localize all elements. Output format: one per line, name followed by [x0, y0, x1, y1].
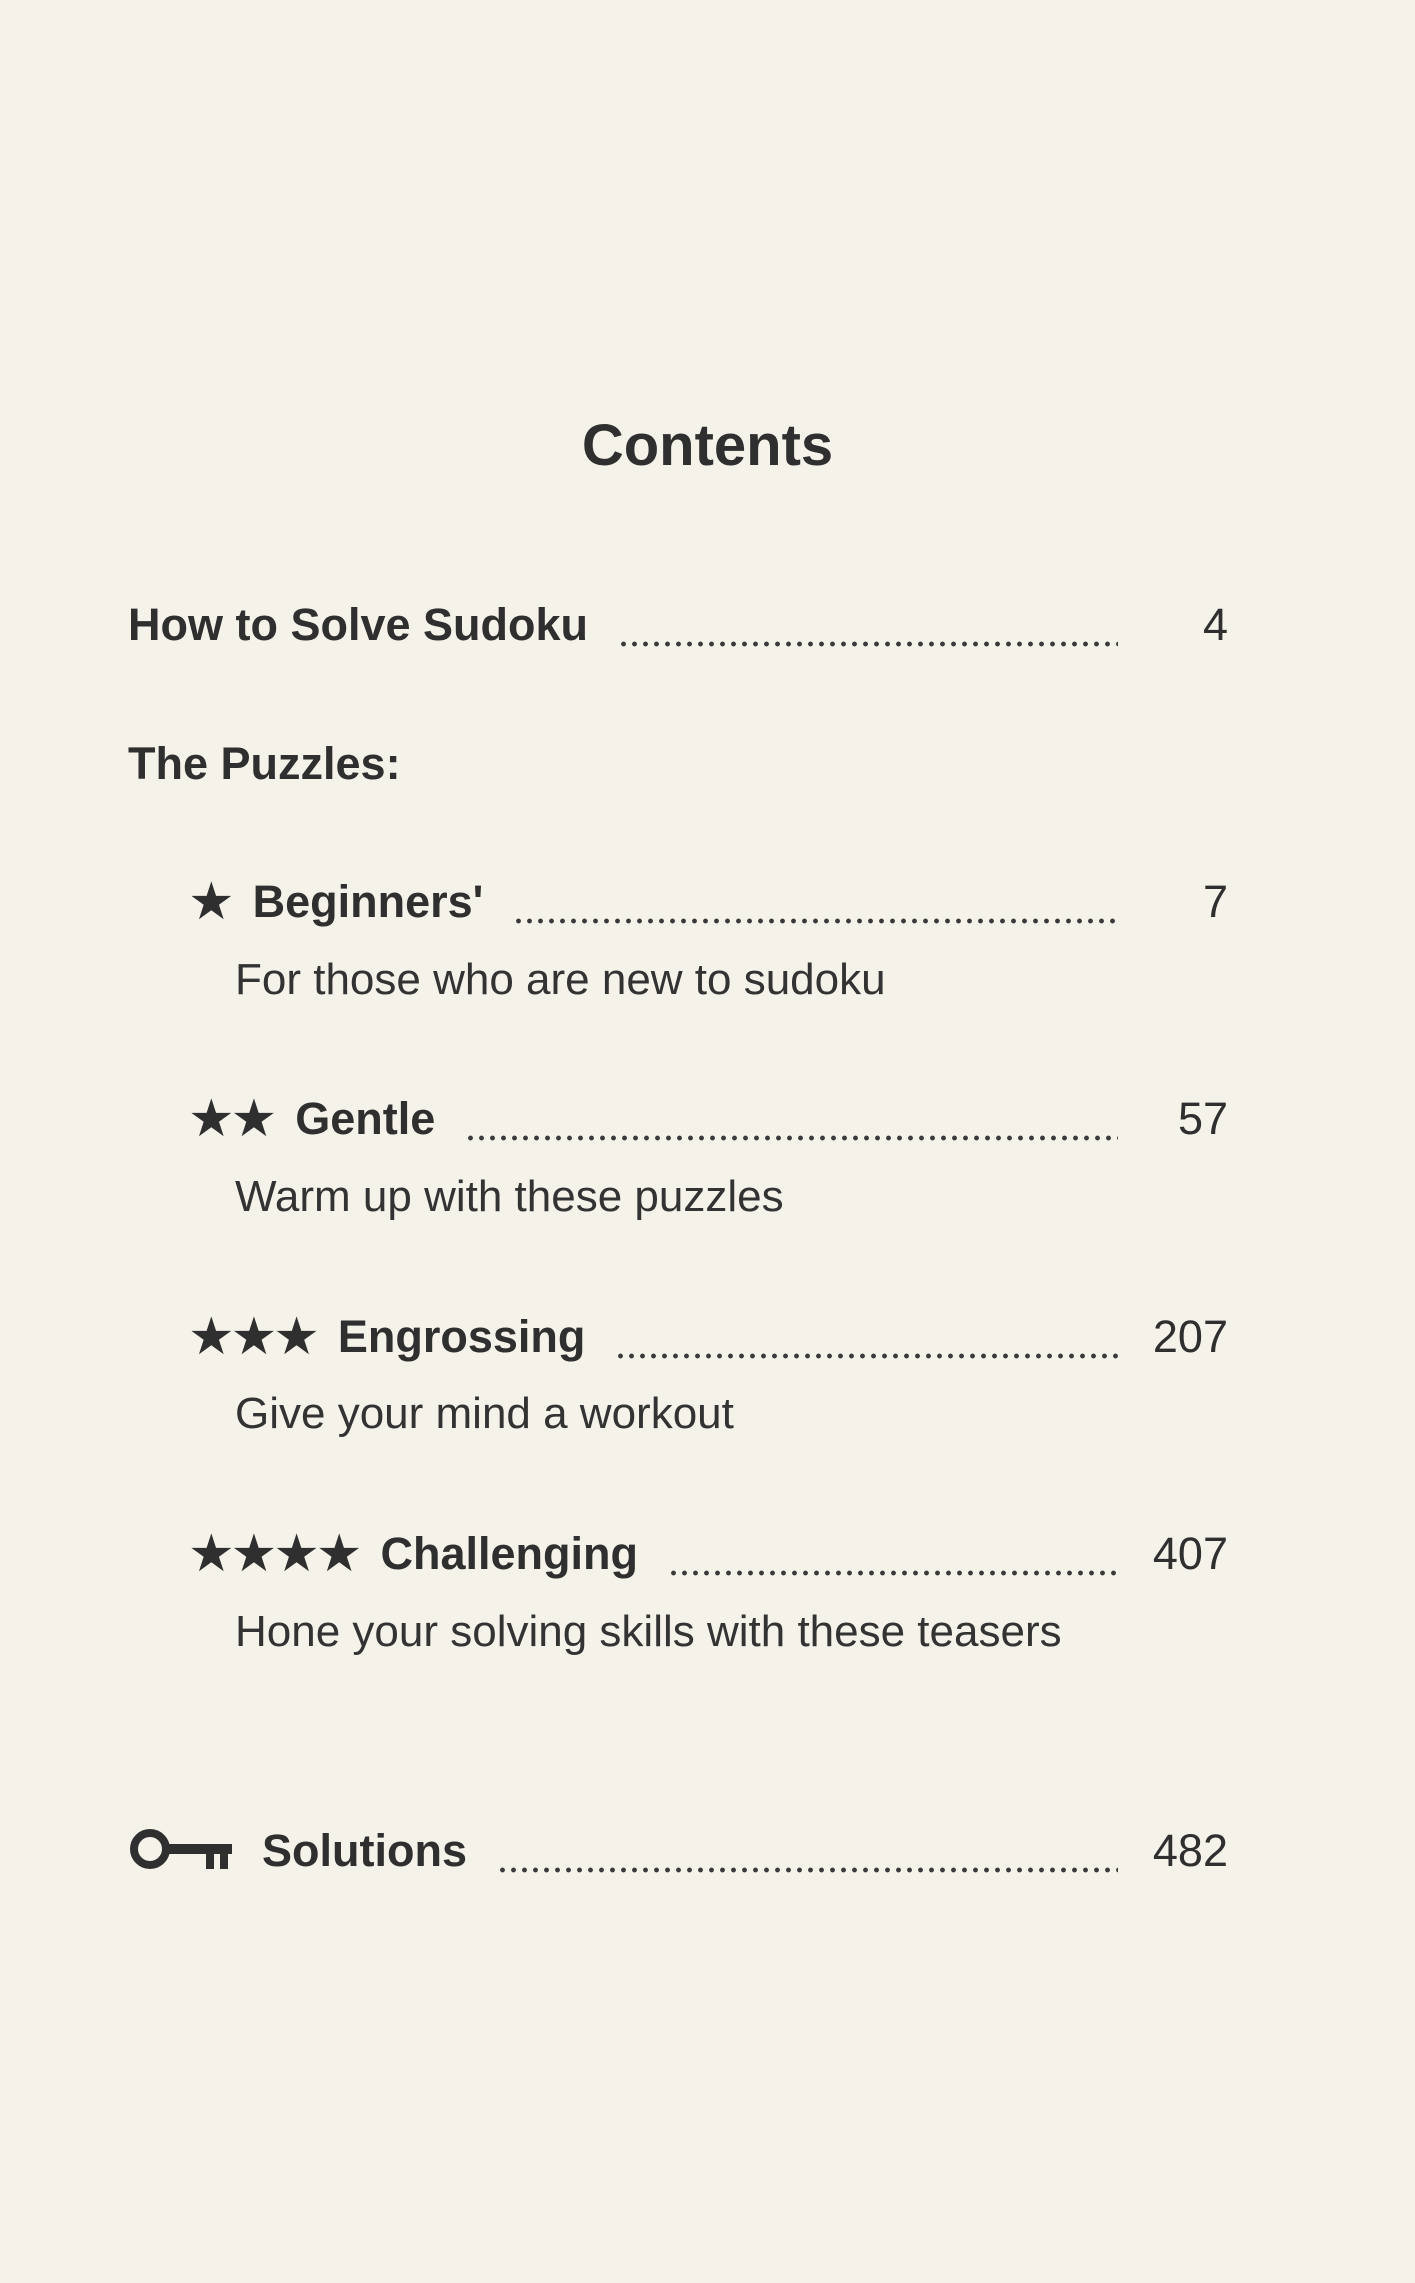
puzzles-heading: The Puzzles: [128, 738, 401, 789]
toc-entry-how-to[interactable] [128, 590, 1228, 660]
toc-page-number: 482 [1152, 1825, 1228, 1876]
toc-entry-label: Engrossing [337, 1311, 586, 1362]
dot-leader [513, 878, 1118, 926]
level-description: For those who are new to sudoku [235, 955, 886, 1004]
level-description: Give your mind a workout [235, 1389, 734, 1438]
star-rating-icon: ★★★★ [188, 1525, 359, 1583]
toc-page-number: 57 [1177, 1093, 1228, 1144]
dot-leader [618, 601, 1118, 649]
dot-leader [668, 1530, 1118, 1578]
toc-entry-engrossing[interactable] [188, 1302, 1228, 1372]
toc-entry-label: Challenging [380, 1528, 638, 1579]
toc-page-number: 7 [1202, 876, 1228, 927]
key-icon [128, 1825, 240, 1877]
star-rating-icon: ★★★ [188, 1308, 316, 1366]
level-description: Hone your solving skills with these teasers [235, 1607, 1062, 1656]
toc-entry-challenging[interactable] [188, 1519, 1228, 1589]
toc-entry-label: Beginners' [252, 876, 484, 927]
dot-leader [497, 1827, 1118, 1875]
toc-entry-label: Solutions [262, 1825, 467, 1876]
page-title: Contents [581, 413, 834, 478]
toc-page-number: 407 [1152, 1528, 1228, 1579]
toc-page-number: 4 [1202, 599, 1228, 650]
dot-leader [465, 1095, 1118, 1143]
level-description: Warm up with these puzzles [235, 1172, 784, 1221]
toc-entry-label: Gentle [295, 1093, 436, 1144]
dot-leader [615, 1313, 1118, 1361]
toc-entry-gentle[interactable] [188, 1084, 1228, 1154]
toc-entry-solutions[interactable] [128, 1816, 1228, 1886]
toc-page-number: 207 [1152, 1311, 1228, 1362]
star-rating-icon: ★ [188, 873, 231, 931]
star-rating-icon: ★★ [188, 1090, 274, 1148]
toc-entry-beginners[interactable] [188, 867, 1228, 937]
toc-entry-label: How to Solve Sudoku [128, 599, 589, 650]
